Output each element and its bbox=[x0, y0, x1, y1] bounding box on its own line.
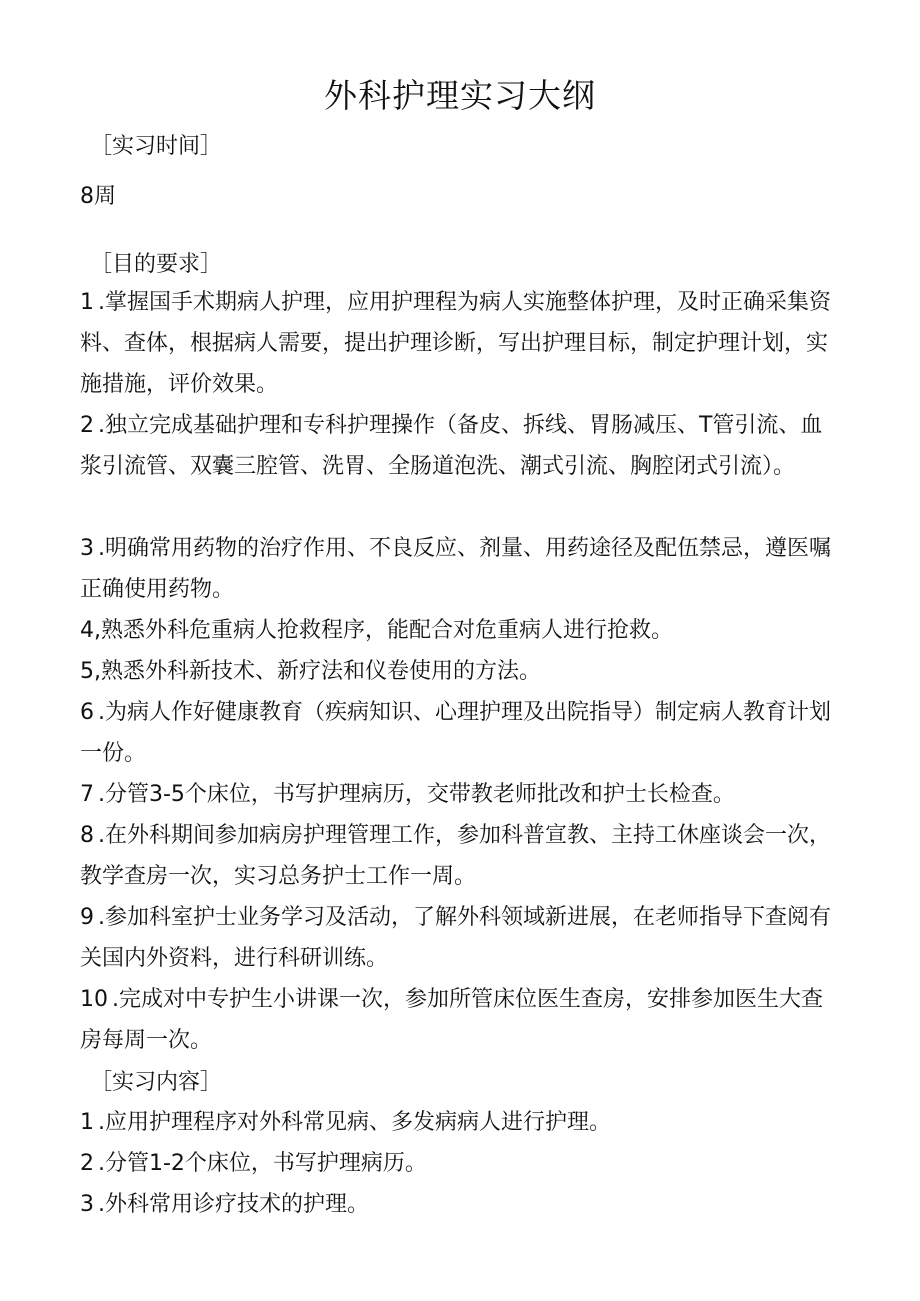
goal-item-text: 5,熟悉外科新技术、新疗法和仪卷使用的方法。 bbox=[80, 659, 541, 684]
goal-item-1 bbox=[80, 282, 840, 405]
goal-item-3 bbox=[80, 528, 840, 610]
goal-item-number: 6 bbox=[80, 700, 94, 725]
content-item-1 bbox=[80, 1102, 840, 1143]
goal-item-text: .完成对中专护生小讲课一次，参加所管床位医生查房，安排参加医生大查房每周一次。 bbox=[80, 987, 823, 1053]
goal-item-text: .参加科室护士业务学习及活动，了解外科领域新进展，在老师指导下查阅有关国内外资料，进行科研训练。 bbox=[80, 905, 831, 971]
goal-item-number: 10 bbox=[80, 987, 108, 1012]
goal-item-text: .明确常用药物的治疗作用、不良反应、剂量、用药途径及配伍禁忌，遵医嘱正确使用药物。 bbox=[80, 536, 831, 602]
goal-item-text: .掌握国手术期病人护理，应用护理程为病人实施整体护理，及时正确采集资料、查体，根据病人需要，提出护理诊断，写出护理目标，制定护理计划，实施措施，评价效果。 bbox=[80, 290, 831, 397]
goal-item-number: 9 bbox=[80, 905, 94, 930]
goal-item-8 bbox=[80, 815, 840, 897]
goal-item-text: .独立完成基础护理和专科护理操作（备皮、拆线、胃肠减压、T管引流、血浆引流管、双囊三腔管、洗胃、全肠道泡洗、潮式引流、胸腔闭式引流）。 bbox=[80, 413, 823, 479]
goal-item-number: 2 bbox=[80, 413, 94, 438]
content-item-text: .应用护理程序对外科常见病、多发病病人进行护理。 bbox=[98, 1110, 611, 1135]
goal-item-10 bbox=[80, 979, 840, 1061]
goal-item-6 bbox=[80, 692, 840, 774]
content-item-number: 3 bbox=[80, 1192, 94, 1217]
content-item-3 bbox=[80, 1184, 840, 1225]
goal-item-2 bbox=[80, 405, 840, 487]
section-heading-content: ［实习内容］ bbox=[90, 1070, 223, 1095]
content-item-number: 2 bbox=[80, 1151, 94, 1176]
content-item-text: .分管1-2个床位，书写护理病历。 bbox=[98, 1151, 427, 1176]
goal-item-number: 3 bbox=[80, 536, 94, 561]
goal-item-4 bbox=[80, 610, 840, 651]
section-heading-goals: ［目的要求］ bbox=[90, 252, 223, 277]
content-item-text: .外科常用诊疗技术的护理。 bbox=[98, 1192, 369, 1217]
goal-item-number: 8 bbox=[80, 823, 94, 848]
goal-item-number: 1 bbox=[80, 290, 94, 315]
goal-item-text: 4,熟悉外科危重病人抢救程序，能配合对危重病人进行抢救。 bbox=[80, 618, 673, 643]
internship-duration: 8周 bbox=[80, 184, 116, 209]
goal-item-7 bbox=[80, 774, 840, 815]
goal-item-number: 7 bbox=[80, 782, 94, 807]
goal-item-9 bbox=[80, 897, 840, 979]
content-item-number: 1 bbox=[80, 1110, 94, 1135]
goal-item-text: .分管3-5个床位，书写护理病历，交带教老师批改和护士长检查。 bbox=[98, 782, 735, 807]
content-item-2 bbox=[80, 1143, 840, 1184]
goal-item-5 bbox=[80, 651, 840, 692]
goal-item-text: .为病人作好健康教育（疾病知识、心理护理及出院指导）制定病人教育计划一份。 bbox=[80, 700, 831, 766]
section-heading-time: ［实习时间］ bbox=[90, 134, 223, 159]
document-title: 外科护理实习大纲 bbox=[324, 76, 596, 115]
goal-item-text: .在外科期间参加病房护理管理工作，参加科普宣教、主持工休座谈会一次，教学查房一次，实习总务护士工作一周。 bbox=[80, 823, 831, 889]
